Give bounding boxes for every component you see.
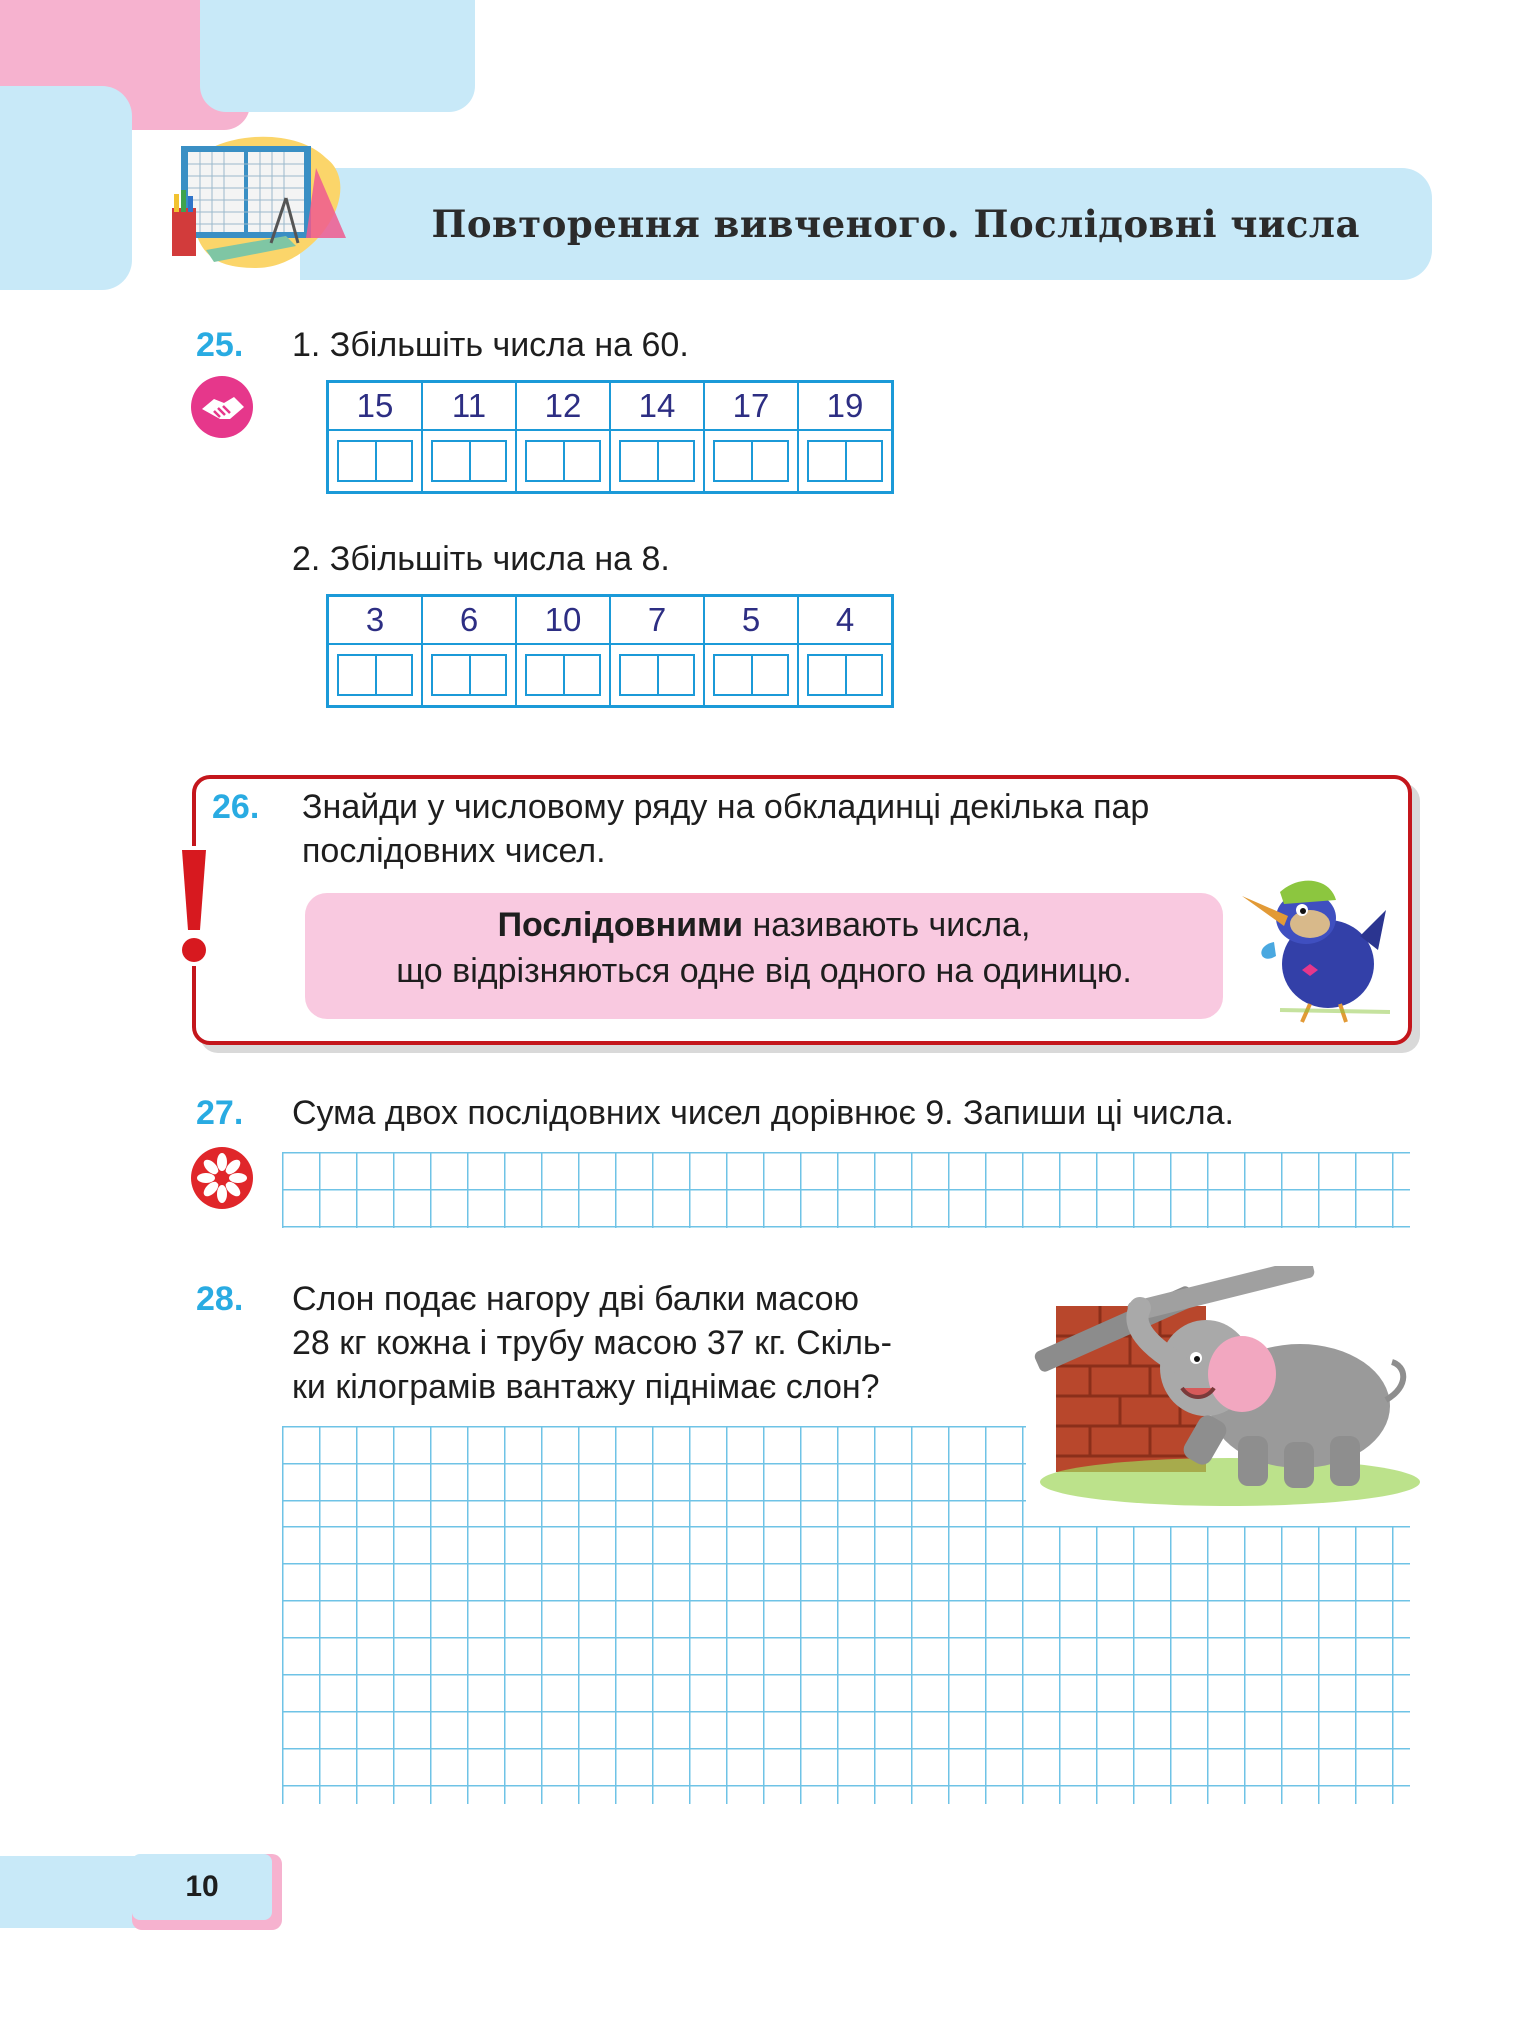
- answer-box[interactable]: [525, 654, 601, 696]
- answer-cell: [328, 644, 423, 707]
- answer-box[interactable]: [713, 654, 789, 696]
- flower-icon: [190, 1146, 254, 1210]
- answer-box[interactable]: [431, 440, 507, 482]
- answer-cell: [422, 644, 516, 707]
- answer-cell: [516, 644, 610, 707]
- exercise-number-26: 26.: [212, 788, 260, 826]
- corner-decoration-blue: [200, 0, 475, 112]
- exercise-27-text: Сума двох послідовних чисел дорівнює 9. Запиши ці числа.: [292, 1094, 1234, 1132]
- answer-box[interactable]: [525, 440, 601, 482]
- answer-cell: [610, 430, 704, 493]
- answer-cell: [798, 644, 893, 707]
- answer-grid-27[interactable]: [282, 1152, 1410, 1228]
- answer-cell: [704, 644, 798, 707]
- handshake-icon: [190, 375, 254, 439]
- table-cell-value: 14: [610, 382, 704, 431]
- table-cell-value: 5: [704, 596, 798, 645]
- exercise-28-text-line-2: 28 кг кожна і трубу масою 37 кг. Скіль-: [292, 1324, 892, 1362]
- stationery-illustration: [166, 128, 366, 278]
- table-cell-value: 11: [422, 382, 516, 431]
- table-cell-value: 17: [704, 382, 798, 431]
- answer-box[interactable]: [807, 440, 883, 482]
- exercise-25-instruction-2: 2. Збільшіть числа на 8.: [292, 540, 670, 578]
- answer-box[interactable]: [337, 654, 413, 696]
- side-decoration-blue: [0, 86, 132, 290]
- answer-cell: [610, 644, 704, 707]
- increase-by-60-table: [326, 380, 894, 494]
- exercise-number-28: 28.: [196, 1280, 244, 1318]
- table-cell-value: 4: [798, 596, 893, 645]
- table-cell-value: 7: [610, 596, 704, 645]
- answer-grid-28[interactable]: [282, 1526, 1410, 1804]
- table-cell-value: 19: [798, 382, 893, 431]
- exercise-26-text-line-1: Знайди у числовому ряду на обкладинці декілька пар: [302, 788, 1150, 826]
- table-cell-value: 10: [516, 596, 610, 645]
- answer-cell: [328, 430, 423, 493]
- exercise-number-25: 25.: [196, 326, 244, 364]
- exclamation-icon: [176, 846, 212, 966]
- answer-cell: [422, 430, 516, 493]
- table-cell-value: 15: [328, 382, 423, 431]
- page-number: 10: [185, 1870, 219, 1903]
- answer-box[interactable]: [807, 654, 883, 696]
- bird-illustration: [1240, 866, 1390, 1026]
- answer-box[interactable]: [713, 440, 789, 482]
- exercise-number-27: 27.: [196, 1094, 244, 1132]
- exercise-28-text-line-1: Слон подає нагору дві балки масою: [292, 1280, 859, 1318]
- table-cell-value: 6: [422, 596, 516, 645]
- answer-box[interactable]: [431, 654, 507, 696]
- rule-line-2: що відрізняються одне від одного на одиницю.: [396, 952, 1132, 990]
- answer-cell: [798, 430, 893, 493]
- elephant-illustration: [1030, 1266, 1420, 1522]
- increase-by-8-table: [326, 594, 894, 708]
- answer-cell: [516, 430, 610, 493]
- answer-box[interactable]: [619, 440, 695, 482]
- table-cell-value: 3: [328, 596, 423, 645]
- answer-box[interactable]: [337, 440, 413, 482]
- rule-line-1-rest: називають числа,: [743, 906, 1031, 944]
- answer-grid-28-top[interactable]: [282, 1426, 1026, 1526]
- exercise-25-instruction-1: 1. Збільшіть числа на 60.: [292, 326, 689, 364]
- exercise-26-text-line-2: послідовних чисел.: [302, 832, 606, 870]
- answer-cell: [704, 430, 798, 493]
- rule-bold-term: Послідовними: [497, 906, 744, 944]
- answer-box[interactable]: [619, 654, 695, 696]
- table-cell-value: 12: [516, 382, 610, 431]
- exercise-28-text-line-3: ки кілограмів вантажу піднімає слон?: [292, 1368, 880, 1406]
- page-title: Повторення вивченого. Послідовні числа: [431, 202, 1360, 246]
- rule-line-1: [305, 906, 1223, 945]
